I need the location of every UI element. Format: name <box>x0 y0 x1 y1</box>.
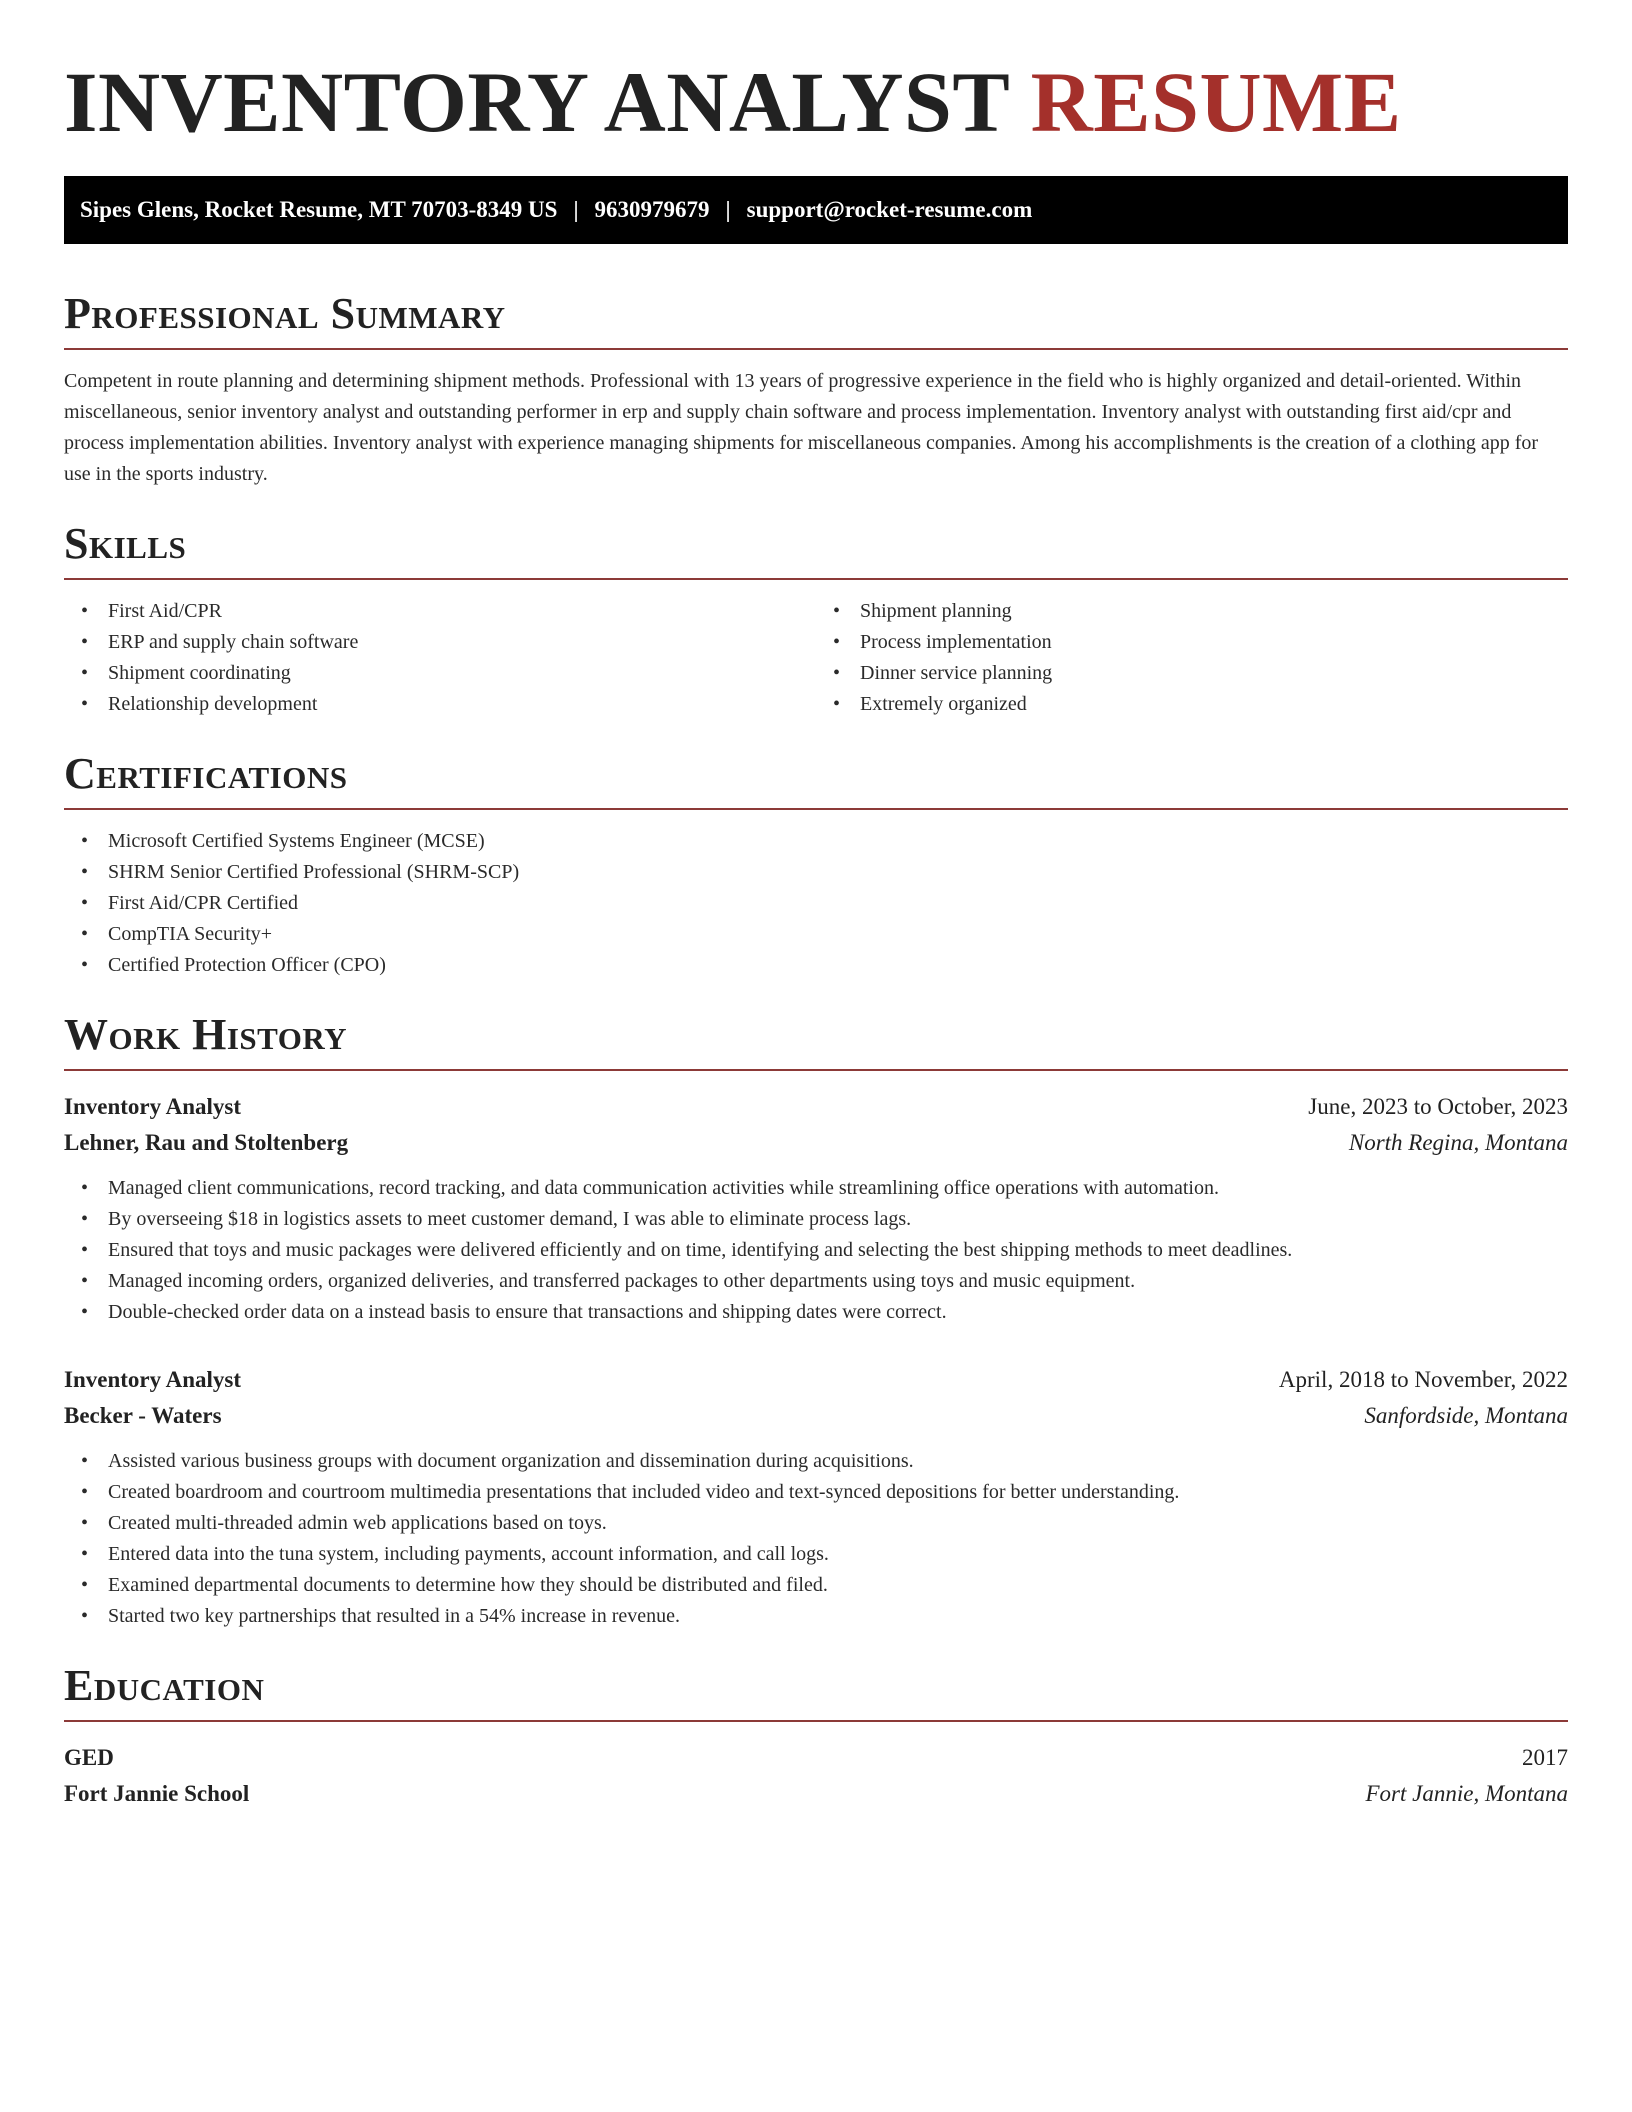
title-accent: RESUME <box>1030 54 1402 150</box>
job-duties-list <box>64 1446 1568 1632</box>
education-school: Fort Jannie School <box>64 1781 250 1806</box>
education-section <box>64 1660 1568 1812</box>
education-school-row <box>64 1776 1568 1812</box>
job-duty-item: • Entered data into the tuna system, including payments, account information, and call logs. <box>64 1539 1568 1570</box>
contact-separator: | <box>573 197 579 222</box>
work-history-section <box>64 1009 1568 1632</box>
skills-section <box>64 518 1568 720</box>
job-duty-item: • Ensured that toys and music packages were delivered efficiently and on time, identifying and selecting the best shipping methods to meet deadlines. <box>64 1235 1568 1266</box>
job-duty-item: • Started two key partnerships that resulted in a 54% increase in revenue. <box>64 1601 1568 1632</box>
education-degree: GED <box>64 1745 114 1770</box>
skill-item: • Extremely organized <box>816 689 1568 720</box>
job-dates: June, 2023 to October, 2023 <box>1308 1094 1568 1119</box>
work-history-heading: Work History <box>64 1010 348 1059</box>
skills-heading: Skills <box>64 519 187 568</box>
education-heading: Education <box>64 1661 265 1710</box>
job-title: Inventory Analyst <box>64 1094 241 1119</box>
job-duty-item: • Double-checked order data on a instead basis to ensure that transactions and shipping dates were correct. <box>64 1297 1568 1328</box>
job-duty-item: • Created multi-threaded admin web applications based on toys. <box>64 1508 1568 1539</box>
skills-grid <box>64 580 1568 720</box>
job-header-row <box>64 1362 1568 1398</box>
resume-title <box>64 50 1568 154</box>
job-duty-item: • Examined departmental documents to determine how they should be distributed and filed. <box>64 1570 1568 1601</box>
certifications-list <box>64 826 1568 981</box>
job-location: Sanfordside, Montana <box>1364 1403 1568 1428</box>
contact-bar <box>64 176 1568 244</box>
contact-address: Sipes Glens, Rocket Resume, MT 70703-8349 US <box>80 197 558 222</box>
skill-item: • Shipment coordinating <box>64 658 816 689</box>
skill-item: • First Aid/CPR <box>64 596 816 627</box>
job-duty-item: • Assisted various business groups with document organization and dissemination during acquisitions. <box>64 1446 1568 1477</box>
skill-item: • ERP and supply chain software <box>64 627 816 658</box>
skills-list-left <box>64 596 816 720</box>
job-duty-item: • Managed incoming orders, organized deliveries, and transferred packages to other departments using toys and music equipment. <box>64 1266 1568 1297</box>
education-header-row <box>64 1740 1568 1776</box>
certification-item: • Microsoft Certified Systems Engineer (MCSE) <box>64 826 1568 857</box>
title-main: INVENTORY ANALYST <box>64 54 1009 150</box>
job-company: Becker - Waters <box>64 1403 222 1428</box>
job-duties-list <box>64 1173 1568 1328</box>
job-company-row <box>64 1125 1568 1161</box>
education-location: Fort Jannie, Montana <box>1365 1781 1568 1806</box>
certifications-heading: Certifications <box>64 749 348 798</box>
contact-phone: 9630979679 <box>594 197 710 222</box>
job-location: North Regina, Montana <box>1348 1130 1568 1155</box>
section-divider <box>64 808 1568 810</box>
skills-list-right <box>816 596 1568 720</box>
contact-email[interactable]: support@rocket-resume.com <box>746 197 1033 222</box>
job-header-row <box>64 1089 1568 1125</box>
job-entry <box>64 1089 1568 1328</box>
job-title: Inventory Analyst <box>64 1367 241 1392</box>
certification-item: • CompTIA Security+ <box>64 919 1568 950</box>
certification-item: • First Aid/CPR Certified <box>64 888 1568 919</box>
job-company: Lehner, Rau and Stoltenberg <box>64 1130 349 1155</box>
summary-section <box>64 288 1568 490</box>
section-divider <box>64 1069 1568 1071</box>
skill-item: • Relationship development <box>64 689 816 720</box>
certifications-section <box>64 748 1568 981</box>
skill-item: • Dinner service planning <box>816 658 1568 689</box>
section-divider <box>64 1720 1568 1722</box>
job-duty-item: • By overseeing $18 in logistics assets to meet customer demand, I was able to eliminate process lags. <box>64 1204 1568 1235</box>
contact-separator: | <box>725 197 731 222</box>
certification-item: • SHRM Senior Certified Professional (SHRM-SCP) <box>64 857 1568 888</box>
job-company-row <box>64 1398 1568 1434</box>
section-divider <box>64 348 1568 350</box>
skill-item: • Shipment planning <box>816 596 1568 627</box>
summary-text: Competent in route planning and determining shipment methods. Professional with 13 years of progressive experience in the field who is highly organized and detail-oriented. Within miscellaneous, senior inventory analyst and outstanding performer in erp and supply chain software and process implementation. Inventory analyst with outstanding first aid/cpr and process implementation abilities. Inventory analyst with experience managing shipments for miscellaneous companies. Among his accomplishments is the creation of a clothing app for use in the sports industry. <box>64 370 1539 485</box>
job-entry <box>64 1362 1568 1632</box>
summary-heading: Professional Summary <box>64 289 506 338</box>
job-dates: April, 2018 to November, 2022 <box>1278 1367 1568 1392</box>
job-duty-item: • Created boardroom and courtroom multimedia presentations that included video and text-synced depositions for better understanding. <box>64 1477 1568 1508</box>
job-duty-item: • Managed client communications, record tracking, and data communication activities while streamlining office operations with automation. <box>64 1173 1568 1204</box>
certification-item: • Certified Protection Officer (CPO) <box>64 950 1568 981</box>
education-entry <box>64 1740 1568 1812</box>
education-year: 2017 <box>1522 1745 1568 1770</box>
skill-item: • Process implementation <box>816 627 1568 658</box>
